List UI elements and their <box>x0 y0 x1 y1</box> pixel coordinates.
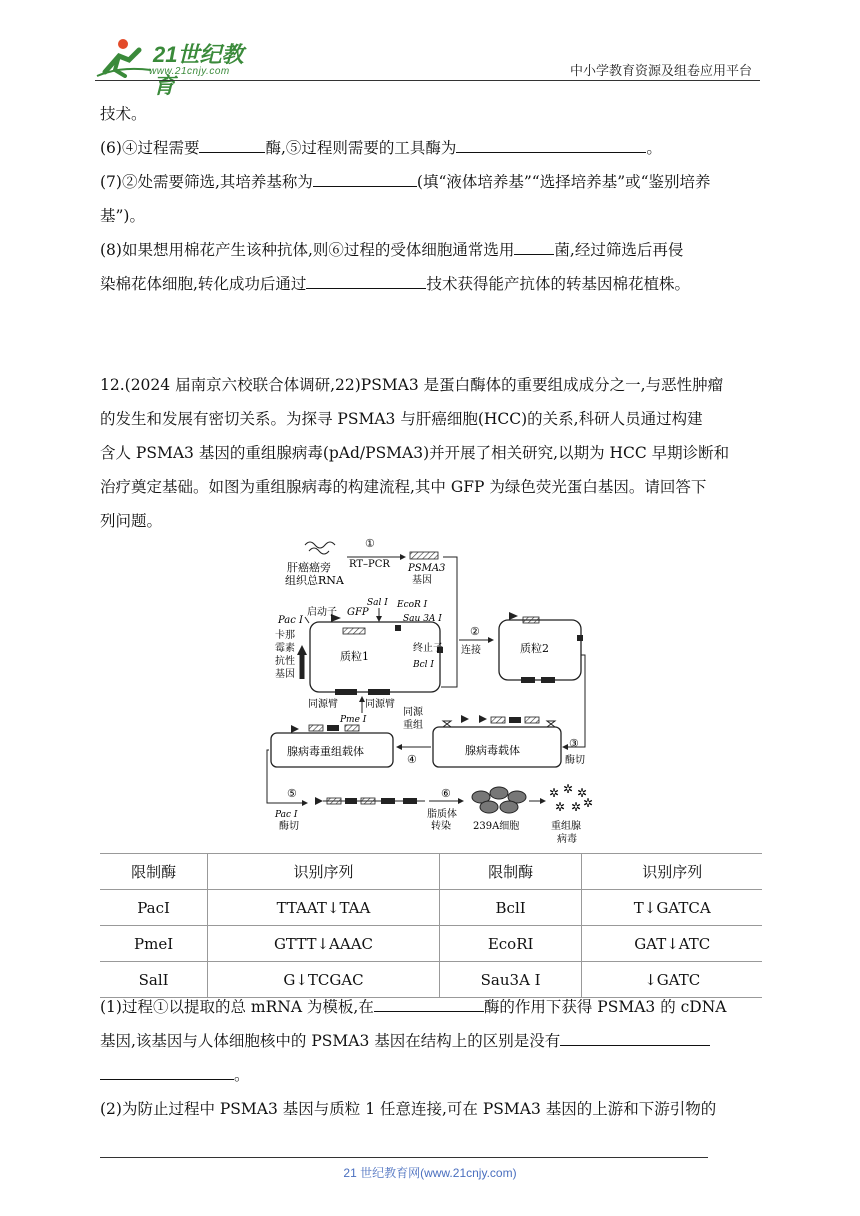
pme-site-label: Pme Ⅰ <box>340 715 367 725</box>
plasmid-1-label: 质粒1 <box>340 650 369 663</box>
kan-label: 抗性 <box>275 656 295 667</box>
answer-blank[interactable] <box>306 270 426 289</box>
brand-url: www.21cnjy.com <box>149 66 230 77</box>
table-cell: PacⅠ <box>100 890 208 926</box>
table-cell: EcoRⅠ <box>439 926 582 962</box>
plasmid-1 <box>310 622 440 692</box>
pac-digest-label: 酶切 <box>279 821 299 832</box>
homology-arm-block <box>335 689 357 695</box>
table-header-cell: 限制酶 <box>100 854 208 890</box>
adenovirus-construction-figure <box>265 535 595 855</box>
q12-stem-line: 12.(2024 届南京六校联合体调研,22)PSMA3 是蛋白酶体的重要组成成分之一,与恶性肿瘤 <box>100 376 724 394</box>
table-cell: SalⅠ <box>100 962 208 998</box>
psma3-gene-block <box>410 552 438 559</box>
brand-name: 21世纪教育 <box>153 42 244 98</box>
construction-flow-diagram <box>265 535 595 855</box>
q11-continuation <box>100 97 762 301</box>
pac-digest-label: Pac Ⅰ <box>275 810 298 820</box>
page-header <box>95 32 760 98</box>
table-row <box>100 926 762 962</box>
homologous-recombination-label: 同源 <box>403 707 423 718</box>
q11-part6: (6)④过程需要 酶,⑤过程则需要的工具酶为 。 <box>100 131 762 165</box>
ligation-label: 连接 <box>461 645 481 656</box>
q12-part1-cont: 基因,该基因与人体细胞核中的 PSMA3 基因在结构上的区别是没有 <box>100 1024 762 1058</box>
step-3-marker: ③ <box>569 737 579 750</box>
table-row <box>100 890 762 926</box>
answer-blank[interactable] <box>560 1027 710 1046</box>
footer-divider <box>100 1157 708 1158</box>
table-header-row <box>100 854 762 890</box>
step-5-marker: ⑤ <box>287 787 297 800</box>
homologous-recombination-label: 重组 <box>403 720 423 731</box>
table-cell: GAT↓ATC <box>582 926 762 962</box>
promoter-label: 启动子 <box>307 607 337 618</box>
rt-pcr-label: RT–PCR <box>349 559 390 570</box>
gene-label: 基因 <box>412 575 432 586</box>
footer-text: 21 世纪教育网(www.21cnjy.com) <box>343 1166 517 1180</box>
kan-label: 基因 <box>275 669 295 680</box>
step-4-marker: ④ <box>407 753 417 766</box>
sal-site-label: Sal Ⅰ <box>367 598 388 608</box>
rna-label: 组织总RNA <box>285 574 344 587</box>
adenovirus-vector-label: 腺病毒载体 <box>465 744 520 757</box>
liposome-label: 脂质体 <box>427 809 457 820</box>
table-cell: ↓GATC <box>582 962 762 998</box>
svg-text:✲: ✲ <box>583 796 594 810</box>
digest-label: 酶切 <box>565 755 585 766</box>
q11-part7: (7)②处需要筛选,其培养基称为 (填“液体培养基”“选择培养基”或“鉴别培养 <box>100 165 762 199</box>
q11-part8: (8)如果想用棉花产生该种抗体,则⑥过程的受体细胞通常选用 菌,经过筛选后再侵 <box>100 233 762 267</box>
q11-part7-cont: 基”)。 <box>100 207 145 225</box>
table-header-cell: 识别序列 <box>582 854 762 890</box>
table-cell: G↓TCGAC <box>208 962 440 998</box>
virus-particles-icon <box>549 782 593 814</box>
q12-part1-end: 。 <box>100 1058 762 1092</box>
plasmid-2-label: 质粒2 <box>520 642 549 655</box>
svg-text:✲: ✲ <box>549 786 560 800</box>
table-cell: GTTT↓AAAC <box>208 926 440 962</box>
q12-stem-line: 的发生和发展有密切关系。为探寻 PSMA3 与肝癌细胞(HCC)的关系,科研人员通过构建 <box>100 410 703 428</box>
step-6-marker: ⑥ <box>441 787 451 800</box>
table-header-cell: 限制酶 <box>439 854 582 890</box>
restriction-enzyme-table <box>100 853 762 998</box>
psma3-label: PSMA3 <box>408 563 446 574</box>
table-cell: Sau3A Ⅰ <box>439 962 582 998</box>
recombinant-virus-label: 病毒 <box>557 834 577 845</box>
table-cell: T↓GATCA <box>582 890 762 926</box>
q12-stem-line: 含人 PSMA3 基因的重组腺病毒(pAd/PSMA3)并开展了相关研究,以期为 HCC 早期诊断和 <box>100 444 730 462</box>
answer-blank[interactable] <box>456 134 646 153</box>
recombinant-vector-label: 腺病毒重组载体 <box>287 745 364 758</box>
q12-stem-line: 治疗奠定基础。如图为重组腺病毒的构建流程,其中 GFP 为绿色荧光蛋白基因。请回答下 <box>100 478 707 496</box>
terminator-label: 终止子 <box>413 643 443 654</box>
answer-blank[interactable] <box>374 993 484 1012</box>
kan-label: 霉素 <box>275 643 295 654</box>
site-logo <box>95 36 265 98</box>
table-cell: TTAAT↓TAA <box>208 890 440 926</box>
cell-line-label: 239A细胞 <box>473 821 520 832</box>
runner-logo-icon <box>95 36 153 78</box>
table-cell: BclⅠ <box>439 890 582 926</box>
svg-text:✲: ✲ <box>571 800 582 814</box>
cells-cluster-icon <box>472 787 526 813</box>
sau-site-label: Sau 3A Ⅰ <box>403 614 442 624</box>
answer-blank[interactable] <box>313 168 417 187</box>
homology-arm-block <box>368 689 390 695</box>
answer-blank[interactable] <box>199 134 265 153</box>
table-header-cell: 识别序列 <box>208 854 440 890</box>
ecor-site-label: EcoR Ⅰ <box>397 600 428 610</box>
header-divider <box>95 80 760 81</box>
homology-arm-label: 同源臂 <box>308 699 338 710</box>
svg-text:✲: ✲ <box>555 800 566 814</box>
answer-blank[interactable] <box>514 236 554 255</box>
rna-strand-icon <box>305 542 335 548</box>
q12-stem <box>100 368 762 538</box>
kan-label: 卡那 <box>275 630 295 641</box>
q12-part2: (2)为防止过程中 PSMA3 基因与质粒 1 任意连接,可在 PSMA3 基因的上游和下游引物的 <box>100 1100 717 1118</box>
svg-text:✲: ✲ <box>577 786 588 800</box>
gfp-label: GFP <box>347 607 369 618</box>
q11-part8-cont: 染棉花体细胞,转化成功后通过 技术获得能产抗体的转基因棉花植株。 <box>100 267 762 301</box>
q11-line0: 技术。 <box>100 105 147 123</box>
rna-label: 肝癌癌旁 <box>287 561 331 574</box>
step-1-marker: ① <box>365 537 375 550</box>
homology-arm-label: 同源臂 <box>365 699 395 710</box>
linear-construct <box>315 797 323 805</box>
q12-part1: (1)过程①以提取的总 mRNA 为模板,在 酶的作用下获得 PSMA3 的 cDNA <box>100 990 762 1024</box>
table-cell: PmeⅠ <box>100 926 208 962</box>
answer-blank[interactable] <box>100 1061 234 1080</box>
q12-stem-line: 列问题。 <box>100 512 163 530</box>
q12-subquestions <box>100 990 762 1126</box>
pac-site-label: Pac Ⅰ <box>278 615 303 626</box>
platform-title: 中小学教育资源及组卷应用平台 <box>569 64 752 79</box>
bcl-site-label: Bcl Ⅰ <box>413 660 434 670</box>
step-2-marker: ② <box>470 625 480 638</box>
svg-text:✲: ✲ <box>563 782 574 796</box>
liposome-label: 转染 <box>431 821 451 832</box>
recombinant-virus-label: 重组腺 <box>551 821 581 832</box>
